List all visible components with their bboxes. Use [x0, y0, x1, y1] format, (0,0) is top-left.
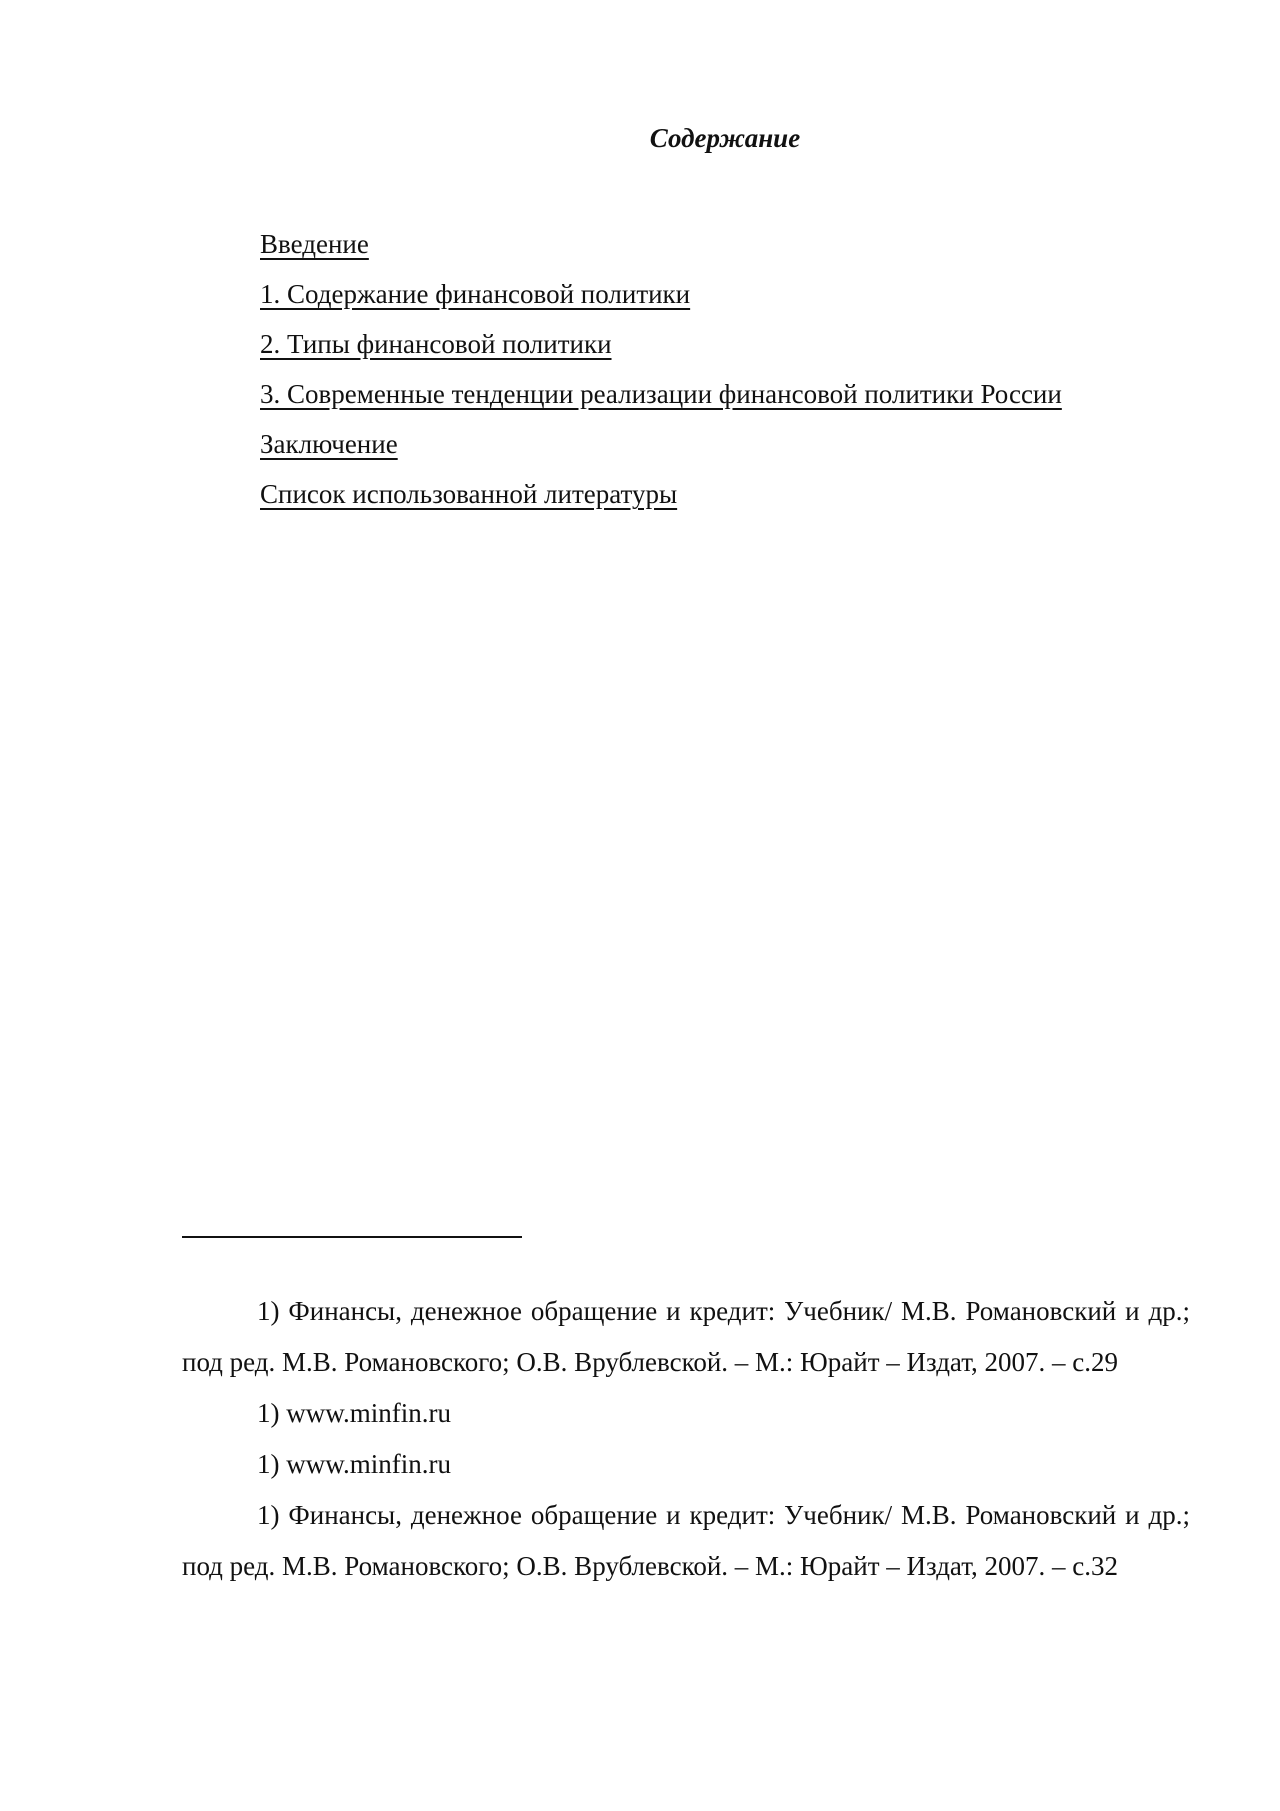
toc-entry: [260, 219, 1062, 269]
toc-heading: Содержание: [649, 123, 801, 153]
toc-link-chapter-1[interactable]: 1. Содержание финансовой политики: [260, 279, 691, 309]
footnotes-section: [182, 1286, 1190, 1592]
footnote: 1) Финансы, денежное обращение и кредит: Учебник/ М.В. Романовский и др.; под ред. М.В. Романовского; О.В. Врублевской. – М.: Юрайт – Издат, 2007. – с.32: [182, 1500, 1190, 1581]
toc-link-chapter-2[interactable]: 2. Типы финансовой политики: [260, 329, 612, 359]
toc-link-conclusion[interactable]: Заключение: [260, 429, 398, 459]
toc-link-chapter-3[interactable]: 3. Современные тенденции реализации финансовой политики России: [260, 379, 1062, 409]
toc-entry: [260, 269, 1062, 319]
footnote-separator: [182, 1236, 522, 1238]
toc-link-bibliography[interactable]: Список использованной литературы: [260, 479, 678, 509]
toc-entry: [260, 419, 1062, 469]
footnote: 1) www.minfin.ru: [257, 1449, 451, 1479]
toc-entry: [260, 469, 1062, 519]
toc-link-introduction[interactable]: Введение: [260, 229, 369, 259]
toc-entry: [260, 319, 1062, 369]
footnote: 1) Финансы, денежное обращение и кредит: Учебник/ М.В. Романовский и др.; под ред. М.В. Романовского; О.В. Врублевской. – М.: Юрайт – Издат, 2007. – с.29: [182, 1296, 1190, 1377]
table-of-contents: [260, 219, 1062, 519]
footnote: 1) www.minfin.ru: [257, 1398, 451, 1428]
toc-entry: [260, 369, 1062, 419]
